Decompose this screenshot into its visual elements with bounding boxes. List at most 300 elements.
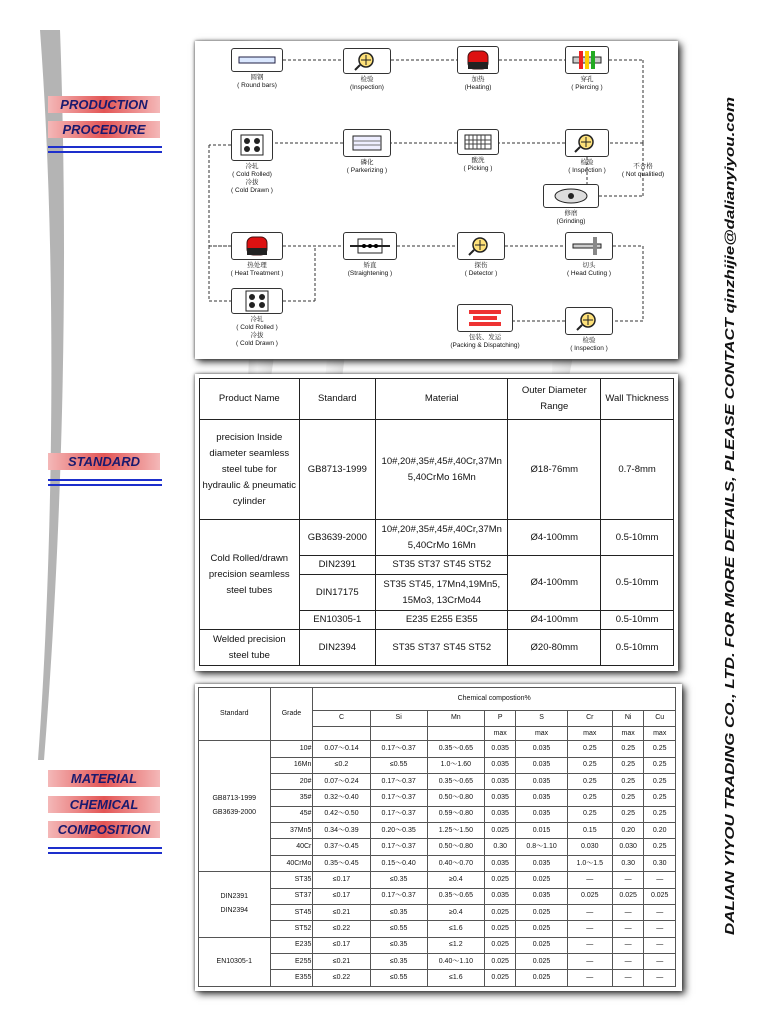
flow-step-label bbox=[216, 163, 288, 195]
grade-cell: ST35 bbox=[270, 872, 313, 888]
standard-table bbox=[199, 378, 674, 666]
value-cell: 0.17～0.37 bbox=[370, 839, 427, 855]
value-cell: 0.17～0.37 bbox=[370, 741, 427, 757]
value-cell: 0.25 bbox=[612, 757, 644, 773]
flow-step-text: ( Heat Treatment ) bbox=[230, 270, 284, 277]
grid-icon bbox=[463, 133, 493, 151]
flow-step-text: ( Piercing ) bbox=[571, 84, 603, 91]
value-cell: 0.025 bbox=[484, 921, 516, 937]
flow-step-text: 检验 bbox=[360, 76, 374, 83]
tank-icon bbox=[350, 133, 384, 153]
value-cell: 0.17～0.37 bbox=[370, 888, 427, 904]
grade-cell: 40CrMo bbox=[270, 855, 313, 871]
table-row bbox=[199, 970, 676, 987]
value-cell: ≤0.35 bbox=[370, 954, 427, 970]
standard-name: GB8713-1999 bbox=[212, 795, 257, 803]
furnace-icon bbox=[463, 49, 493, 71]
value-cell: — bbox=[612, 872, 644, 888]
value-cell: ≥0.4 bbox=[427, 904, 484, 920]
value-cell: 0.025 bbox=[484, 954, 516, 970]
value-cell: 0.25 bbox=[567, 773, 612, 789]
value-cell: 0.15～0.40 bbox=[370, 855, 427, 871]
flow-step-4 bbox=[565, 46, 609, 74]
standard-name: DIN2391 bbox=[220, 893, 249, 901]
value-cell: 0.025 bbox=[484, 823, 516, 839]
value-cell: 0.30 bbox=[484, 839, 516, 855]
table-row bbox=[199, 888, 676, 904]
value-cell: 0.20 bbox=[644, 823, 676, 839]
table-header-row bbox=[199, 688, 676, 711]
standard-cell bbox=[199, 741, 271, 872]
table-row bbox=[199, 954, 676, 970]
col-standard: Standard bbox=[299, 379, 375, 420]
flow-step-text: ( Cold Rolled) bbox=[232, 171, 272, 178]
value-cell: 0.25 bbox=[644, 806, 676, 822]
col-sub bbox=[427, 726, 484, 740]
value-cell: 0.025 bbox=[516, 954, 567, 970]
value-cell: 0.035 bbox=[516, 806, 567, 822]
value-cell: — bbox=[567, 954, 612, 970]
value-cell: 0.32～0.40 bbox=[313, 790, 370, 806]
value-cell: 0.07～0.14 bbox=[313, 741, 370, 757]
standard: DIN2391 bbox=[299, 556, 375, 575]
flow-step-8 bbox=[565, 129, 609, 157]
value-cell: 0.030 bbox=[567, 839, 612, 855]
value-cell: 0.025 bbox=[516, 872, 567, 888]
value-cell: ≤0.55 bbox=[370, 921, 427, 937]
flow-step-2 bbox=[343, 48, 391, 74]
flow-step-label bbox=[216, 316, 298, 348]
col-sub: max bbox=[484, 726, 516, 740]
value-cell: 1.25～1.50 bbox=[427, 823, 484, 839]
value-cell: 0.17～0.37 bbox=[370, 806, 427, 822]
value-cell: 0.035 bbox=[484, 806, 516, 822]
value-cell: 0.20～0.35 bbox=[370, 823, 427, 839]
value-cell: ≥0.4 bbox=[427, 872, 484, 888]
outer-diameter: Ø4-100mm bbox=[508, 520, 601, 556]
flow-step-label bbox=[442, 334, 528, 350]
flow-step-16 bbox=[565, 307, 613, 335]
flow-step-text: 穿孔 bbox=[580, 76, 594, 83]
value-cell: 1.0～1.60 bbox=[427, 757, 484, 773]
material: 10#,20#,35#,45#,40Cr,37Mn 5,40CrMo 16Mn bbox=[376, 420, 508, 520]
flow-step-5 bbox=[231, 129, 273, 161]
value-cell: 0.25 bbox=[644, 741, 676, 757]
value-cell: ≤0.17 bbox=[313, 872, 370, 888]
material: ST35 ST45, 17Mn4,19Mn5, 15Mo3, 13CrMo44 bbox=[376, 575, 508, 611]
flow-step-text: 冷拔 bbox=[250, 332, 264, 339]
value-cell: 0.25 bbox=[644, 790, 676, 806]
grade-cell: 45# bbox=[270, 806, 313, 822]
value-cell: ≤0.17 bbox=[313, 888, 370, 904]
table-header-row bbox=[200, 379, 674, 420]
flow-step-text: ( Parkerizing ) bbox=[346, 167, 388, 174]
table-row bbox=[199, 790, 676, 806]
product-name: Cold Rolled/drawn precision seamless steel tubes bbox=[200, 520, 300, 630]
value-cell: 0.50～0.80 bbox=[427, 790, 484, 806]
outer-diameter: Ø4-100mm bbox=[508, 556, 601, 611]
col-wall-thickness: Wall Thickness bbox=[601, 379, 674, 420]
col-material: Material bbox=[376, 379, 508, 420]
value-cell: — bbox=[612, 970, 644, 987]
col-element: C bbox=[313, 710, 370, 726]
value-cell: ≤0.35 bbox=[370, 872, 427, 888]
value-cell: 0.035 bbox=[484, 741, 516, 757]
table-row bbox=[199, 921, 676, 937]
section-label-material: MATERIAL bbox=[48, 770, 160, 787]
value-cell: ≤0.35 bbox=[370, 904, 427, 920]
value-cell: — bbox=[567, 872, 612, 888]
col-sub: max bbox=[567, 726, 612, 740]
value-cell: 0.035 bbox=[516, 888, 567, 904]
col-outer-diameter: Outer Diameter Range bbox=[508, 379, 601, 420]
section-label-material: COMPOSITION bbox=[48, 821, 160, 838]
furnace-icon bbox=[242, 235, 272, 257]
value-cell: — bbox=[644, 904, 676, 920]
flow-step-text: 冷轧 bbox=[250, 316, 264, 323]
value-cell: 0.030 bbox=[612, 839, 644, 855]
flow-step-text: 检验 bbox=[582, 337, 596, 344]
flow-step-12 bbox=[457, 232, 505, 260]
flow-step-text: ( Inspection ) bbox=[568, 167, 606, 174]
value-cell: — bbox=[644, 954, 676, 970]
flow-step-text: ( Cold Rolled ) bbox=[236, 324, 278, 331]
standard-name: DIN2394 bbox=[220, 907, 249, 915]
value-cell: 0.035 bbox=[516, 757, 567, 773]
flow-step-text: 磷化 bbox=[360, 159, 374, 166]
flow-step-text: 加热 bbox=[471, 76, 485, 83]
flow-step-text: ( Inspection ) bbox=[570, 345, 608, 352]
standard-cell bbox=[199, 872, 271, 938]
grade-cell: E235 bbox=[270, 937, 313, 953]
standard-table-panel bbox=[195, 374, 678, 671]
value-cell: 0.25 bbox=[567, 757, 612, 773]
value-cell: 0.035 bbox=[516, 790, 567, 806]
table-row bbox=[199, 937, 676, 953]
value-cell: ≤0.21 bbox=[313, 904, 370, 920]
flow-step-text: (Grinding) bbox=[556, 218, 586, 225]
chemical-table bbox=[198, 687, 676, 987]
col-element: Si bbox=[370, 710, 427, 726]
value-cell: 0.025 bbox=[612, 888, 644, 904]
value-cell: 0.40～1.10 bbox=[427, 954, 484, 970]
table-row bbox=[199, 773, 676, 789]
product-name: precision Inside diameter seamless steel tube for hydraulic & pneumatic cylinder bbox=[200, 420, 300, 520]
piercing-icon bbox=[569, 49, 605, 71]
flow-step-3 bbox=[457, 46, 499, 74]
value-cell: 0.59～0.80 bbox=[427, 806, 484, 822]
value-cell: — bbox=[644, 872, 676, 888]
grade-cell: 10# bbox=[270, 741, 313, 757]
standard: GB8713-1999 bbox=[299, 420, 375, 520]
value-cell: 0.20 bbox=[612, 823, 644, 839]
value-cell: ≤0.35 bbox=[370, 937, 427, 953]
col-element: S bbox=[516, 710, 567, 726]
grade-cell: E355 bbox=[270, 970, 313, 987]
not-qualified-text: 不合格 bbox=[633, 163, 653, 170]
section-rule bbox=[48, 146, 162, 153]
flow-step-text: ( Head Cuting ) bbox=[566, 270, 612, 277]
value-cell: ≤1.6 bbox=[427, 970, 484, 987]
section-label-material: CHEMICAL bbox=[48, 796, 160, 813]
col-sub: max bbox=[644, 726, 676, 740]
value-cell: 0.25 bbox=[612, 741, 644, 757]
value-cell: 0.025 bbox=[516, 904, 567, 920]
outer-diameter: Ø20-80mm bbox=[508, 630, 601, 666]
grade-cell: 20# bbox=[270, 773, 313, 789]
value-cell: 1.0～1.5 bbox=[567, 855, 612, 871]
value-cell: 0.025 bbox=[484, 904, 516, 920]
value-cell: 0.25 bbox=[644, 839, 676, 855]
flow-step-15 bbox=[457, 304, 513, 332]
flow-step-text: 热处理 bbox=[247, 262, 267, 269]
flow-step-text: ( Detector ) bbox=[464, 270, 498, 277]
flow-step-text: ( Round bars) bbox=[237, 82, 277, 89]
flow-step-label bbox=[550, 337, 628, 353]
value-cell: 0.25 bbox=[644, 773, 676, 789]
value-cell: — bbox=[612, 921, 644, 937]
table-row bbox=[199, 741, 676, 757]
not-qualified-text: ( Not qualitied) bbox=[621, 171, 665, 178]
col-grade: Grade bbox=[270, 688, 313, 741]
flow-step-text: ( Picking ) bbox=[463, 165, 493, 172]
section-label-standard: STANDARD bbox=[48, 453, 160, 470]
flow-step-text: ( Cold Drawn ) bbox=[231, 187, 273, 194]
outer-diameter: Ø4-100mm bbox=[508, 611, 601, 630]
value-cell: 0.34～0.39 bbox=[313, 823, 370, 839]
value-cell: — bbox=[567, 921, 612, 937]
value-cell: ≤0.22 bbox=[313, 921, 370, 937]
flow-step-6 bbox=[343, 129, 391, 157]
flow-step-text: (Packing & Dispatching) bbox=[450, 342, 520, 349]
contact-side-text bbox=[714, 95, 744, 935]
section-label-production: PRODUCTION bbox=[48, 96, 160, 113]
table-row bbox=[199, 872, 676, 888]
col-standard: Standard bbox=[199, 688, 271, 741]
value-cell: 0.025 bbox=[516, 921, 567, 937]
col-element: Cu bbox=[644, 710, 676, 726]
value-cell: 0.35～0.65 bbox=[427, 741, 484, 757]
rolling-icon bbox=[242, 288, 272, 314]
value-cell: 0.035 bbox=[484, 855, 516, 871]
value-cell: — bbox=[644, 970, 676, 987]
grade-cell: 40Cr bbox=[270, 839, 313, 855]
flow-step-7 bbox=[457, 129, 499, 155]
value-cell: — bbox=[567, 970, 612, 987]
table-row bbox=[200, 520, 674, 556]
value-cell: 0.25 bbox=[567, 790, 612, 806]
outer-diameter: Ø18-76mm bbox=[508, 420, 601, 520]
value-cell: — bbox=[567, 904, 612, 920]
material: 10#,20#,35#,45#,40Cr,37Mn 5,40CrMo 16Mn bbox=[376, 520, 508, 556]
table-row bbox=[199, 823, 676, 839]
value-cell: 0.25 bbox=[567, 806, 612, 822]
wall-thickness: 0.7-8mm bbox=[601, 420, 674, 520]
col-sub bbox=[370, 726, 427, 740]
magnifier-icon bbox=[466, 236, 496, 256]
flow-step-label bbox=[528, 210, 614, 226]
value-cell: 0.025 bbox=[484, 937, 516, 953]
flow-step-text: (Straightening ) bbox=[347, 270, 393, 277]
grade-cell: E255 bbox=[270, 954, 313, 970]
value-cell: 0.015 bbox=[516, 823, 567, 839]
flow-step-label bbox=[442, 157, 514, 173]
flow-step-1 bbox=[231, 48, 283, 72]
value-cell: 0.025 bbox=[484, 872, 516, 888]
flow-step-text: 修磨 bbox=[564, 210, 578, 217]
value-cell: 0.25 bbox=[567, 741, 612, 757]
material: ST35 ST37 ST45 ST52 bbox=[376, 556, 508, 575]
grade-cell: 16Mn bbox=[270, 757, 313, 773]
flow-step-text: 包装、发运 bbox=[468, 334, 502, 341]
col-element: P bbox=[484, 710, 516, 726]
table-row bbox=[199, 806, 676, 822]
standard: EN10305-1 bbox=[299, 611, 375, 630]
value-cell: 0.035 bbox=[516, 773, 567, 789]
value-cell: 0.37～0.45 bbox=[313, 839, 370, 855]
value-cell: 0.035 bbox=[484, 773, 516, 789]
value-cell: 0.35～0.45 bbox=[313, 855, 370, 871]
grade-cell: ST52 bbox=[270, 921, 313, 937]
value-cell: 0.25 bbox=[612, 790, 644, 806]
value-cell: — bbox=[612, 937, 644, 953]
flow-step-text: ( Cold Drawn ) bbox=[236, 340, 278, 347]
flow-step-label bbox=[328, 262, 412, 278]
col-sub: max bbox=[516, 726, 567, 740]
flow-step-text: (Inspection) bbox=[350, 84, 384, 91]
value-cell: 0.40～0.70 bbox=[427, 855, 484, 871]
value-cell: 0.35～0.65 bbox=[427, 773, 484, 789]
grade-cell: ST37 bbox=[270, 888, 313, 904]
col-product-name: Product Name bbox=[200, 379, 300, 420]
standard: GB3639-2000 bbox=[299, 520, 375, 556]
value-cell: 0.25 bbox=[644, 757, 676, 773]
value-cell: — bbox=[644, 937, 676, 953]
standard-cell bbox=[199, 937, 271, 986]
value-cell: 0.17～0.37 bbox=[370, 790, 427, 806]
col-element: Ni bbox=[612, 710, 644, 726]
magnifier-icon bbox=[574, 311, 604, 331]
value-cell: 0.25 bbox=[612, 806, 644, 822]
wall-thickness: 0.5-10mm bbox=[601, 611, 674, 630]
value-cell: 0.07～0.24 bbox=[313, 773, 370, 789]
flow-step-label bbox=[442, 76, 514, 92]
value-cell: 0.035 bbox=[516, 741, 567, 757]
flow-step-13 bbox=[565, 232, 613, 260]
value-cell: 0.17～0.37 bbox=[370, 773, 427, 789]
value-cell: 0.035 bbox=[516, 855, 567, 871]
value-cell: ≤0.17 bbox=[313, 937, 370, 953]
flow-step-text: (Heating) bbox=[464, 84, 492, 91]
flow-step-text: 冷轧 bbox=[245, 163, 259, 170]
col-element: Cr bbox=[567, 710, 612, 726]
value-cell: 0.025 bbox=[644, 888, 676, 904]
value-cell: 0.025 bbox=[484, 970, 516, 987]
flow-step-label bbox=[216, 262, 298, 278]
value-cell: — bbox=[612, 954, 644, 970]
table-row bbox=[200, 630, 674, 666]
section-label-production: PROCEDURE bbox=[48, 121, 160, 138]
cutting-icon bbox=[571, 236, 607, 256]
grade-cell: 37Mn5 bbox=[270, 823, 313, 839]
value-cell: 0.35～0.65 bbox=[427, 888, 484, 904]
value-cell: 0.035 bbox=[484, 888, 516, 904]
standard: DIN17175 bbox=[299, 575, 375, 611]
value-cell: 0.025 bbox=[516, 937, 567, 953]
value-cell: 0.035 bbox=[484, 790, 516, 806]
table-row bbox=[199, 757, 676, 773]
flow-step-14 bbox=[231, 288, 283, 314]
material: ST35 ST37 ST45 ST52 bbox=[376, 630, 508, 666]
col-sub bbox=[313, 726, 370, 740]
table-row bbox=[199, 855, 676, 871]
value-cell: 0.30 bbox=[644, 855, 676, 871]
value-cell: 0.50～0.80 bbox=[427, 839, 484, 855]
standard-name: EN10305-1 bbox=[216, 957, 252, 965]
flow-step-9 bbox=[543, 184, 599, 208]
production-flowchart-panel bbox=[195, 41, 678, 359]
flow-step-label bbox=[442, 262, 520, 278]
rolling-icon bbox=[237, 132, 267, 158]
flow-step-label bbox=[216, 74, 298, 90]
section-rule bbox=[48, 847, 162, 854]
grade-cell: ST45 bbox=[270, 904, 313, 920]
product-name: Welded precision steel tube bbox=[200, 630, 300, 666]
grade-cell: 35# bbox=[270, 790, 313, 806]
material: E235 E255 E355 bbox=[376, 611, 508, 630]
col-element: Mn bbox=[427, 710, 484, 726]
flow-step-label bbox=[328, 76, 406, 92]
value-cell: — bbox=[644, 921, 676, 937]
flow-step-10 bbox=[231, 232, 283, 260]
value-cell: ≤0.55 bbox=[370, 970, 427, 987]
value-cell: 0.42～0.50 bbox=[313, 806, 370, 822]
straightening-icon bbox=[350, 236, 390, 256]
value-cell: — bbox=[612, 904, 644, 920]
packing-icon bbox=[465, 307, 505, 329]
round-bar-icon bbox=[237, 54, 277, 66]
standard-name: GB3639-2000 bbox=[212, 809, 257, 817]
value-cell: ≤1.2 bbox=[427, 937, 484, 953]
wall-thickness: 0.5-10mm bbox=[601, 630, 674, 666]
value-cell: ≤0.2 bbox=[313, 757, 370, 773]
svg-text:DALIAN YIYOU TRADING CO., LTD.: DALIAN YIYOU TRADING CO., LTD. FOR MORE DETAILS, PLEASE CONTACT qinzhijie@dalianyiyou.com bbox=[723, 314, 737, 935]
table-row bbox=[199, 904, 676, 920]
value-cell: ≤0.55 bbox=[370, 757, 427, 773]
wall-thickness: 0.5-10mm bbox=[601, 520, 674, 556]
flow-step-text: 矫直 bbox=[363, 262, 377, 269]
flow-step-text: 冷拔 bbox=[245, 179, 259, 186]
flow-step-text: 检验 bbox=[580, 159, 594, 166]
wall-thickness: 0.5-10mm bbox=[601, 556, 674, 611]
value-cell: 0.8～1.10 bbox=[516, 839, 567, 855]
table-row bbox=[200, 420, 674, 520]
value-cell: 0.025 bbox=[567, 888, 612, 904]
value-cell: 0.035 bbox=[484, 757, 516, 773]
value-cell: 0.30 bbox=[612, 855, 644, 871]
standard: DIN2394 bbox=[299, 630, 375, 666]
flow-step-11 bbox=[343, 232, 397, 260]
value-cell: ≤0.21 bbox=[313, 954, 370, 970]
flow-step-text: 切头 bbox=[582, 262, 596, 269]
col-chemical-composition: Chemical compostion% bbox=[313, 688, 676, 711]
flow-step-label bbox=[328, 159, 406, 175]
chemical-composition-panel bbox=[195, 684, 682, 991]
value-cell: 0.025 bbox=[516, 970, 567, 987]
flow-step-text: 探伤 bbox=[474, 262, 488, 269]
grinding-icon bbox=[551, 187, 591, 205]
flow-step-text: 酸洗 bbox=[471, 157, 485, 164]
